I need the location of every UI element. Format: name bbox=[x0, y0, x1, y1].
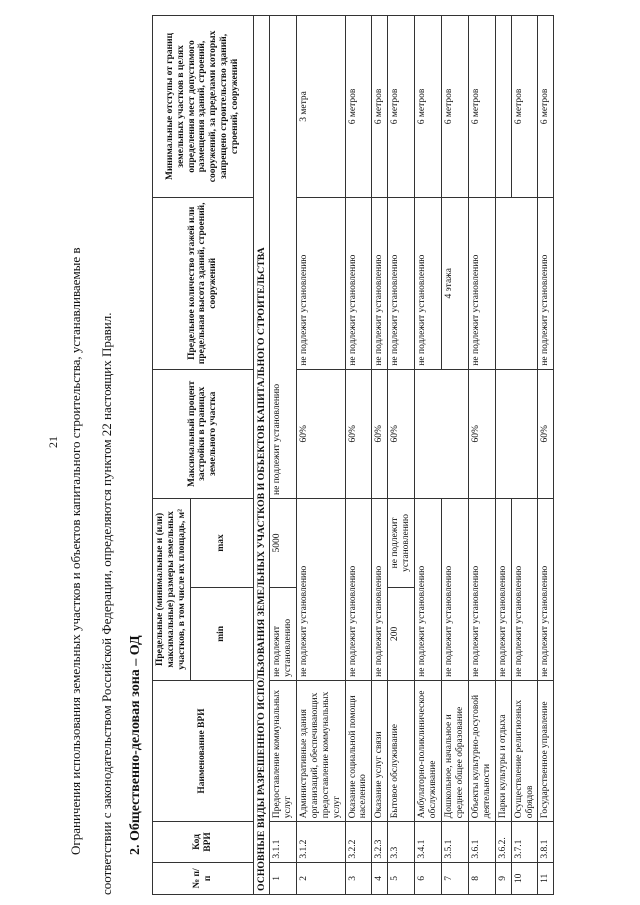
cell-floors: не подлежит установлению bbox=[372, 197, 388, 369]
cell-setback: 6 метров bbox=[442, 16, 469, 198]
table-row bbox=[388, 16, 415, 895]
cell-floors: не подлежит установлению bbox=[388, 197, 415, 369]
cell-floors: 4 этажа bbox=[442, 197, 469, 369]
cell-size: не подлежит установлению bbox=[296, 498, 345, 680]
cell-floors: не подлежит установлению bbox=[415, 197, 442, 369]
cell-percent-empty bbox=[495, 369, 538, 498]
cell-code: 3.6.1 bbox=[468, 822, 495, 862]
cell-floors: не подлежит установлению bbox=[296, 197, 345, 369]
cell-code: 3.2.2 bbox=[345, 822, 372, 862]
cell-setback: 6 метров bbox=[538, 16, 554, 198]
cell-setback: 6 метров bbox=[388, 16, 415, 198]
table-header-row bbox=[153, 16, 191, 895]
cell-code: 3.4.1 bbox=[415, 822, 442, 862]
cell-floors-empty bbox=[495, 197, 538, 369]
header-min: min bbox=[190, 587, 253, 680]
header-size: Предельные (минимальные и (или) максимальные) размеры земельных участков, в том числе их площадь, м² bbox=[153, 498, 191, 680]
cell-num: 3 bbox=[345, 862, 372, 894]
header-code: Код ВРИ bbox=[153, 822, 254, 862]
intro-line-1: Ограничения использования земельных участков и объектов капитального строительства, устанавливаемые в bbox=[68, 247, 83, 855]
cell-rest: не подлежит установлению bbox=[270, 16, 297, 499]
table-row bbox=[296, 16, 345, 895]
cell-name: Парки культуры и отдыха bbox=[495, 680, 511, 821]
cell-percent: 60% bbox=[388, 369, 415, 498]
cell-floors: не подлежит установлению bbox=[468, 197, 495, 369]
cell-code: 3.5.1 bbox=[442, 822, 469, 862]
cell-num: 2 bbox=[296, 862, 345, 894]
cell-size: не подлежит установлению bbox=[442, 498, 469, 680]
cell-floors: не подлежит установлению bbox=[538, 197, 554, 369]
cell-max: 5000 bbox=[270, 498, 297, 587]
cell-setback: 3 метра bbox=[296, 16, 345, 198]
cell-num: 11 bbox=[538, 862, 554, 894]
header-floors: Предельное количество этажей или предельная высота зданий, строений, сооружений bbox=[153, 197, 254, 369]
band-title: ОСНОВНЫЕ ВИДЫ РАЗРЕШЕННОГО ИСПОЛЬЗОВАНИЯ ЗЕМЕЛЬНЫХ УЧАСТКОВ И ОБЪЕКТОВ КАПИТАЛЬНОГО СТРОИТЕЛЬСТВА bbox=[253, 16, 269, 895]
cell-num: 6 bbox=[415, 862, 442, 894]
cell-code: 3.3 bbox=[388, 822, 415, 862]
table-row bbox=[270, 16, 297, 895]
cell-floors: не подлежит установлению bbox=[345, 197, 372, 369]
table-row bbox=[495, 16, 511, 895]
cell-setback: 6 метров bbox=[345, 16, 372, 198]
page-number: 21 bbox=[46, 436, 60, 448]
cell-num: 8 bbox=[468, 862, 495, 894]
cell-name: Административные здания организаций, обеспечивающих предоставление коммунальных услуг bbox=[296, 680, 345, 821]
header-setback: Минимальные отступы от границ земельных участков в целях определения мест допустимого размещения зданий, строений, сооружений, за пределами которых запрещено строительство зданий, строений, сооружений bbox=[153, 16, 254, 198]
cell-name: Государственное управление bbox=[538, 680, 554, 821]
header-percent: Максимальный процент застройки в границах земельного участка bbox=[153, 369, 254, 498]
cell-setback-empty bbox=[495, 16, 511, 198]
cell-code: 3.2.3 bbox=[372, 822, 388, 862]
cell-code: 3.8.1 bbox=[538, 822, 554, 862]
cell-size: не подлежит установлению bbox=[538, 498, 554, 680]
cell-code: 3.6.2. bbox=[495, 822, 511, 862]
section-title: 2. Общественно-деловая зона – ОД bbox=[128, 635, 143, 855]
cell-name: Оказание социальной помощи населению bbox=[345, 680, 372, 821]
cell-percent-empty bbox=[415, 369, 469, 498]
table-row bbox=[415, 16, 442, 895]
cell-num: 1 bbox=[270, 862, 297, 894]
cell-setback: 6 метров bbox=[511, 16, 538, 198]
cell-setback: 6 метров bbox=[372, 16, 388, 198]
cell-name: Дошкольное, начальное и среднее общее образование bbox=[442, 680, 469, 821]
cell-percent: 60% bbox=[345, 369, 372, 498]
header-num: № п/п bbox=[153, 862, 254, 894]
cell-min: не подлежит установлению bbox=[270, 587, 297, 680]
cell-size: не подлежит установлению bbox=[511, 498, 538, 680]
cell-name: Предоставление коммунальных услуг bbox=[270, 680, 297, 821]
cell-size: не подлежит установлению bbox=[345, 498, 372, 680]
cell-percent: 60% bbox=[468, 369, 495, 498]
intro-line-2: соответствии с законодательством Российской Федерации, определяются пунктом 22 настоящих Правил. bbox=[99, 312, 114, 895]
cell-setback: 6 метров bbox=[415, 16, 442, 198]
cell-percent: 60% bbox=[296, 369, 345, 498]
cell-name: Оказание услуг связи bbox=[372, 680, 388, 821]
cell-min: 200 bbox=[388, 587, 415, 680]
band-row bbox=[253, 16, 269, 895]
cell-setback: 6 метров bbox=[468, 16, 495, 198]
table-row bbox=[538, 16, 554, 895]
table-row bbox=[372, 16, 388, 895]
cell-size: не подлежит установлению bbox=[495, 498, 511, 680]
cell-name: Амбулаторно-поликлиническое обслуживание bbox=[415, 680, 442, 821]
cell-percent: 60% bbox=[372, 369, 388, 498]
rotated-page-content bbox=[60, 15, 620, 895]
cell-max: не подлежит установлению bbox=[388, 498, 415, 587]
cell-name: Объекты культурно-досуговой деятельности bbox=[468, 680, 495, 821]
cell-percent: 60% bbox=[538, 369, 554, 498]
cell-num: 9 bbox=[495, 862, 511, 894]
cell-size: не подлежит установлению bbox=[415, 498, 442, 680]
cell-num: 10 bbox=[511, 862, 538, 894]
cell-name: Осуществление религиозных обрядов bbox=[511, 680, 538, 821]
regulations-table bbox=[152, 15, 554, 895]
cell-code: 3.1.2 bbox=[296, 822, 345, 862]
header-max: max bbox=[190, 498, 253, 587]
cell-code: 3.7.1 bbox=[511, 822, 538, 862]
cell-size: не подлежит установлению bbox=[468, 498, 495, 680]
cell-size: не подлежит установлению bbox=[372, 498, 388, 680]
cell-code: 3.1.1 bbox=[270, 822, 297, 862]
header-name: Наименование ВРИ bbox=[153, 680, 254, 821]
cell-num: 7 bbox=[442, 862, 469, 894]
cell-name: Бытовое обслуживание bbox=[388, 680, 415, 821]
table-row bbox=[345, 16, 372, 895]
cell-num: 5 bbox=[388, 862, 415, 894]
table-row bbox=[468, 16, 495, 895]
cell-num: 4 bbox=[372, 862, 388, 894]
